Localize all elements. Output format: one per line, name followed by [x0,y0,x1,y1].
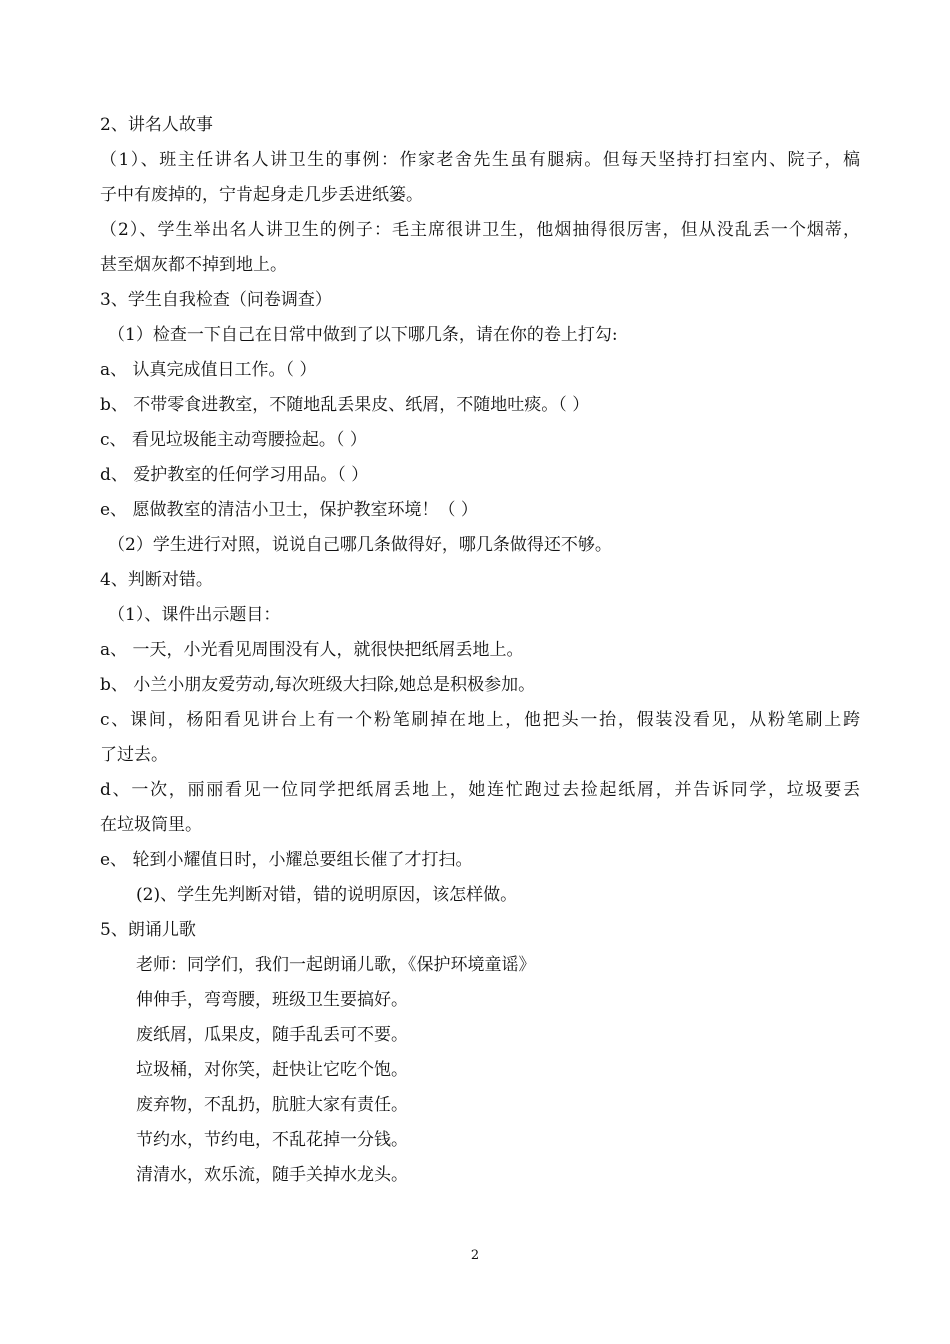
section-heading: 3、学生自我检查（问卷调查） [100,290,332,310]
section-heading: 5、朗诵儿歌 [100,920,196,940]
poem-line: 伸伸手，弯弯腰，班级卫生要搞好。 [136,990,408,1010]
list-item: e、 愿做教室的清洁小卫士，保护教室环境！（ ） [100,500,478,520]
list-item: 在垃圾筒里。 [100,815,202,835]
list-item: c、 看见垃圾能主动弯腰捡起。（ ） [100,430,367,450]
paragraph-line: 子中有废掉的，宁肯起身走几步丢进纸篓。 [100,185,423,205]
list-item: c、课间，杨阳看见讲台上有一个粉笔刷掉在地上，他把头一抬，假装没看见，从粉笔刷上跨 [100,710,860,730]
paragraph-line: （1）、课件出示题目： [108,605,281,625]
paragraph-line: （1）检查一下自己在日常中做到了以下哪几条，请在你的卷上打勾: [108,325,618,345]
section-heading: 2、讲名人故事 [100,115,213,135]
list-item: d、一次，丽丽看见一位同学把纸屑丢地上，她连忙跑过去捡起纸屑，并告诉同学，垃圾要丢 [100,780,860,800]
poem-line: 清清水，欢乐流，随手关掉水龙头。 [136,1165,408,1185]
section-heading: 4、判断对错。 [100,570,213,590]
document-body [100,108,860,1193]
list-item: a、 一天，小光看见周围没有人，就很快把纸屑丢地上。 [100,640,524,660]
paragraph-line: 甚至烟灰都不掉到地上。 [100,255,287,275]
poem-line: 垃圾桶，对你笑，赶快让它吃个饱。 [136,1060,408,1080]
poem-line: 节约水，节约电，不乱花掉一分钱。 [136,1130,408,1150]
list-item: d、 爱护教室的任何学习用品。（ ） [100,465,369,485]
paragraph-line: （2）、学生举出名人讲卫生的例子：毛主席很讲卫生，他烟抽得很厉害，但从没乱丢一个烟蒂， [100,220,860,240]
poem-intro: 老师：同学们，我们一起朗诵儿歌，《保护环境童谣》 [136,955,536,975]
list-item: e、 轮到小耀值日时，小耀总要组长催了才打扫。 [100,850,473,870]
list-item: b、 小兰小朋友爱劳动,每次班级大扫除,她总是积极参加。 [100,675,536,695]
poem-line: 废弃物，不乱扔，肮脏大家有责任。 [136,1095,408,1115]
paragraph-line: （2）学生进行对照，说说自己哪几条做得好，哪几条做得还不够。 [108,535,612,555]
poem-line: 废纸屑，瓜果皮，随手乱丢可不要。 [136,1025,408,1045]
paragraph-line: （1）、班主任讲名人讲卫生的事例：作家老舍先生虽有腿病。但每天坚持打扫室内、院子，槁 [100,150,860,170]
list-item: a、 认真完成值日工作。（ ） [100,360,317,380]
list-item: 了过去。 [100,745,168,765]
paragraph-line: (2)、学生先判断对错，错的说明原因，该怎样做。 [136,885,518,905]
list-item: b、 不带零食进教室，不随地乱丢果皮、纸屑，不随地吐痰。（ ） [100,395,590,415]
page-number: 2 [470,1248,480,1263]
